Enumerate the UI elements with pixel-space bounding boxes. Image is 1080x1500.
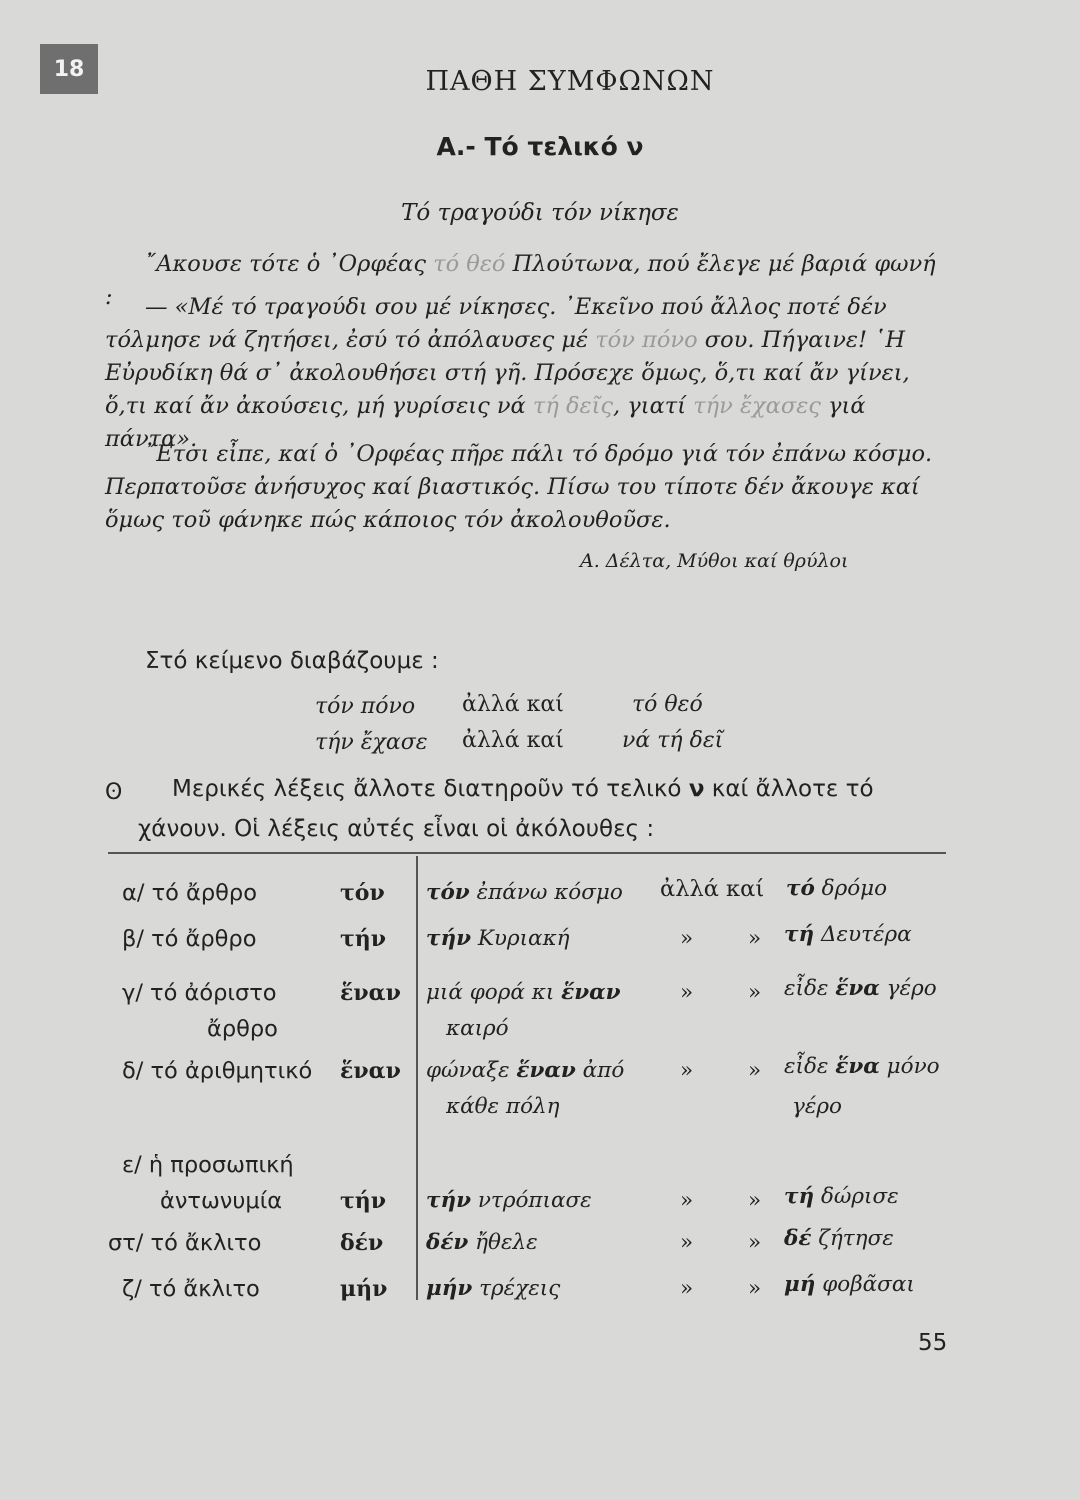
example-1 <box>426 1058 624 1083</box>
text-run: Πλούτωνα, πού ἔλεγε μέ βαριά φωνή : <box>105 251 936 310</box>
text-run: δρόμο <box>814 876 888 901</box>
row-label-line2: ἄρθρο <box>207 1016 278 1042</box>
bold-word: τόν <box>426 880 470 905</box>
chapter-title: ΠΑΘΗ ΣΥΜΦΩΝΩΝ <box>425 66 715 97</box>
row-label: γ/ τό ἀόριστο <box>122 980 277 1006</box>
theta-symbol: ʘ <box>105 780 123 805</box>
reading-r1c2: ἀλλά καί <box>462 692 564 717</box>
example-2 <box>784 922 912 947</box>
row-word: ἕναν <box>340 1058 401 1084</box>
ditto-mark: » <box>748 1058 762 1083</box>
example-2-line2: γέρο <box>792 1094 842 1119</box>
bold-word: τήν <box>426 1188 472 1213</box>
ditto-mark: » <box>748 1188 762 1213</box>
row-label-line2: ἀντωνυμία <box>160 1188 283 1214</box>
table-column-divider <box>416 856 418 1300</box>
example-2 <box>786 876 887 901</box>
bold-word: ἕνα <box>835 976 880 1001</box>
example-2 <box>784 1184 899 1209</box>
rule-line-1 <box>172 776 874 802</box>
story-title: Τό τραγούδι τόν νίκησε <box>401 200 679 226</box>
example-1 <box>426 1230 538 1255</box>
text-run: ῎Ακουσε τότε ὁ ᾿Ορφέας <box>145 251 434 277</box>
row-label: στ/ τό ἄκλιτο <box>108 1230 262 1256</box>
text-run: , γιατί <box>613 393 694 419</box>
reading-r2c1: τήν ἔχασε <box>315 730 428 755</box>
row-word: ἕναν <box>340 980 401 1006</box>
example-2 <box>784 1226 894 1251</box>
faint-text: τήν ἔχασες <box>693 393 821 419</box>
tab-number: 18 <box>53 56 85 82</box>
ditto-mark: » <box>748 926 762 951</box>
bold-word: δέ <box>784 1226 812 1251</box>
bold-word: τή <box>784 922 815 947</box>
row-label: ε/ ἡ προσωπική <box>122 1152 294 1178</box>
rule-line-2: χάνουν. Οἱ λέξεις αὐτές εἶναι οἱ ἀκόλουθες : <box>138 816 655 842</box>
example-1 <box>426 980 621 1005</box>
text-run: γιά πάντα». <box>105 393 866 452</box>
ditto-mark: » <box>680 1188 694 1213</box>
text-run: εἶδε <box>784 1054 836 1079</box>
text-run: ἀπό <box>575 1058 625 1083</box>
row-label: β/ τό ἄρθρο <box>122 926 257 952</box>
text-run: μόνο <box>879 1054 940 1079</box>
ditto-mark: » <box>748 1276 762 1301</box>
text-run: ἤθελε <box>468 1230 538 1255</box>
text-run: φοβᾶσαι <box>815 1272 915 1297</box>
example-1 <box>426 1188 592 1213</box>
text-run: σου. Πήγαινε! ῾Η Εὐρυδίκη θά σ᾽ ἀκολουθήσει στή γῆ. Πρόσεχε ὅμως, ὅ,τι καί ἄν γίνει, ὅ,τι καί ἄν ἀκούσεις, μή γυρίσεις νά <box>105 327 910 419</box>
faint-text: τή δεῖς <box>532 393 613 419</box>
bold-word: ἕνα <box>835 1054 880 1079</box>
ditto-mark: » <box>680 1276 694 1301</box>
example-2 <box>784 1272 915 1297</box>
story-paragraph-3: ῎Ετσι εἶπε, καί ὁ ᾿Ορφέας πῆρε πάλι τό δρόμο γιά τόν ἐπάνω κόσμο. Περπατοῦσε ἀνήσυχος καί βιαστικός. Πίσω του τίποτε δέν ἄκουγε καί ὅμως τοῦ φάνηκε πώς κάποιος τόν ἀκολουθοῦσε. <box>105 441 933 533</box>
bold-word: ἕναν <box>516 1058 576 1083</box>
bold-word: τή <box>784 1184 815 1209</box>
conjunction: ἀλλά καί <box>660 876 765 902</box>
bold-word: ἕναν <box>561 980 621 1005</box>
text-run: Δευτέρα <box>814 922 912 947</box>
story-source: Α. Δέλτα, Μύθοι καί θρύλοι <box>580 550 849 572</box>
story-paragraph-2 <box>105 291 945 456</box>
example-2 <box>784 976 937 1001</box>
row-label: ζ/ τό ἄκλιτο <box>122 1276 260 1302</box>
ditto-mark: » <box>680 980 694 1005</box>
faint-text: τό θεό <box>433 251 506 277</box>
bold-word: τήν <box>426 926 472 951</box>
row-word: τήν <box>340 926 387 952</box>
reading-r1c3: τό θεό <box>632 692 703 717</box>
bold-word: δέν <box>426 1230 469 1255</box>
example-1 <box>426 880 623 905</box>
bold-word: μή <box>784 1272 816 1297</box>
text-run: ἐπάνω κόσμο <box>469 880 623 905</box>
bold-word: τό <box>786 876 815 901</box>
example-1 <box>426 1276 560 1301</box>
ditto-mark: » <box>680 1230 694 1255</box>
reading-intro: Στό κείμενο διαβάζουμε : <box>145 648 439 674</box>
example-2 <box>784 1054 940 1079</box>
text-run: Μερικές λέξεις ἄλλοτε διατηροῦν τό τελικό <box>172 776 689 802</box>
text-run: ζήτησε <box>811 1226 894 1251</box>
reading-r2c2: ἀλλά καί <box>462 728 564 753</box>
row-word: τήν <box>340 1188 387 1214</box>
faint-text: τόν πόνο <box>595 327 698 353</box>
ditto-mark: » <box>748 980 762 1005</box>
text-run: φώναξε <box>426 1058 517 1083</box>
text-run: μιά φορά κι <box>426 980 562 1005</box>
ditto-mark: » <box>680 1058 694 1083</box>
table-top-rule <box>108 852 946 854</box>
example-1-line2: καιρό <box>446 1016 509 1041</box>
text-run: εἶδε <box>784 976 836 1001</box>
bold-letter: ν <box>688 776 705 802</box>
text-run: — «Μέ τό τραγούδι σου μέ νίκησες. ᾿Εκεῖνο πού ἄλλος ποτέ δέν τόλμησε νά ζητήσει, ἐσύ τό ἀπόλαυσες μέ <box>105 294 887 353</box>
row-label: α/ τό ἄρθρο <box>122 880 257 906</box>
example-1-line2: κάθε πόλη <box>446 1094 560 1119</box>
text-run: δώρισε <box>814 1184 899 1209</box>
row-word: μήν <box>340 1276 388 1302</box>
text-run: ντρόπιασε <box>471 1188 592 1213</box>
reading-r2c3: νά τή δεῖ <box>622 728 724 753</box>
bold-word: μήν <box>426 1276 473 1301</box>
ditto-mark: » <box>680 926 694 951</box>
ditto-mark: » <box>748 1230 762 1255</box>
text-run: τρέχεις <box>472 1276 561 1301</box>
row-word: δέν <box>340 1230 384 1256</box>
example-1 <box>426 926 570 951</box>
text-run: καί ἄλλοτε τό <box>704 776 874 802</box>
text-run: Κυριακή <box>471 926 570 951</box>
page-number: 55 <box>918 1330 948 1356</box>
row-word: τόν <box>340 880 385 906</box>
row-label: δ/ τό ἀριθμητικό <box>122 1058 313 1084</box>
text-run: γέρο <box>879 976 937 1001</box>
section-title: Α.- Τό τελικό ν <box>436 132 644 161</box>
reading-r1c1: τόν πόνο <box>315 694 416 719</box>
